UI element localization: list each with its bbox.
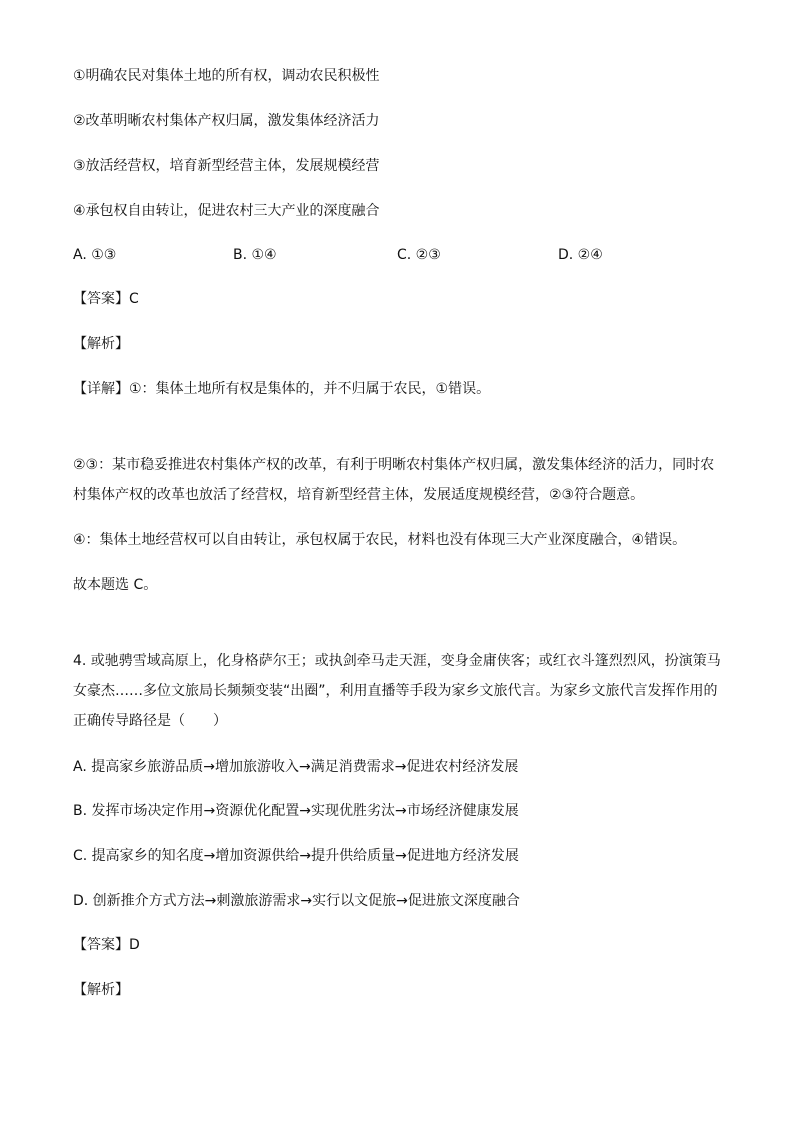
choice-item-1: ①明确农民对集体土地的所有权，调动农民积极性 xyxy=(73,68,380,84)
q4-option-a: A. 提高家乡旅游品质→增加旅游收入→满足消费需求→促进农村经济发展 xyxy=(73,759,519,775)
option-c: C. ②③ xyxy=(397,247,441,263)
q4-analysis-heading: 【解析】 xyxy=(73,982,129,998)
q3-analysis-heading: 【解析】 xyxy=(73,336,129,352)
choice-item-2: ②改革明晰农村集体产权归属，激发集体经济活力 xyxy=(73,113,380,129)
q4-answer: 【答案】D xyxy=(73,937,140,953)
q3-detail-2b: 村集体产权的改革也放活了经营权，培育新型经营主体，发展适度规模经营，②③符合题意。 xyxy=(73,487,645,503)
choice-item-3: ③放活经营权，培育新型经营主体，发展规模经营 xyxy=(73,158,380,174)
q4-option-b: B. 发挥市场决定作用→资源优化配置→实现优胜劣汰→市场经济健康发展 xyxy=(73,803,519,819)
q4-stem-line-1: 4. 或驰骋雪域高原上，化身格萨尔王；或执剑牵马走天涯，变身金庸侠客；或红衣斗篷烈烈风，扮演策马 xyxy=(73,653,721,669)
q4-stem-line-3: 正确传导路径是（ ） xyxy=(73,713,227,729)
option-b: B. ①④ xyxy=(233,247,277,263)
q3-detail-2a: ②③：某市稳妥推进农村集体产权的改革，有利于明晰农村集体产权归属，激发集体经济的活力，同时农 xyxy=(73,457,715,473)
q3-conclusion: 故本题选 C。 xyxy=(73,577,158,593)
option-a: A. ①③ xyxy=(73,247,117,263)
choice-item-4: ④承包权自由转让，促进农村三大产业的深度融合 xyxy=(73,203,380,219)
q4-stem-line-2: 女豪杰……多位文旅局长频频变装“出圈”，利用直播等手段为家乡文旅代言。为家乡文旅代言发挥作用的 xyxy=(73,683,718,699)
option-d: D. ②④ xyxy=(558,247,603,263)
q3-detail-1: 【详解】①：集体土地所有权是集体的，并不归属于农民，①错误。 xyxy=(73,381,491,397)
q3-detail-3: ④：集体土地经营权可以自由转让，承包权属于农民，材料也没有体现三大产业深度融合，④错误。 xyxy=(73,532,687,548)
q3-answer: 【答案】C xyxy=(73,291,139,307)
q4-option-c: C. 提高家乡的知名度→增加资源供给→提升供给质量→促进地方经济发展 xyxy=(73,848,519,864)
q4-option-d: D. 创新推介方式方法→刺激旅游需求→实行以文促旅→促进旅文深度融合 xyxy=(73,893,520,909)
